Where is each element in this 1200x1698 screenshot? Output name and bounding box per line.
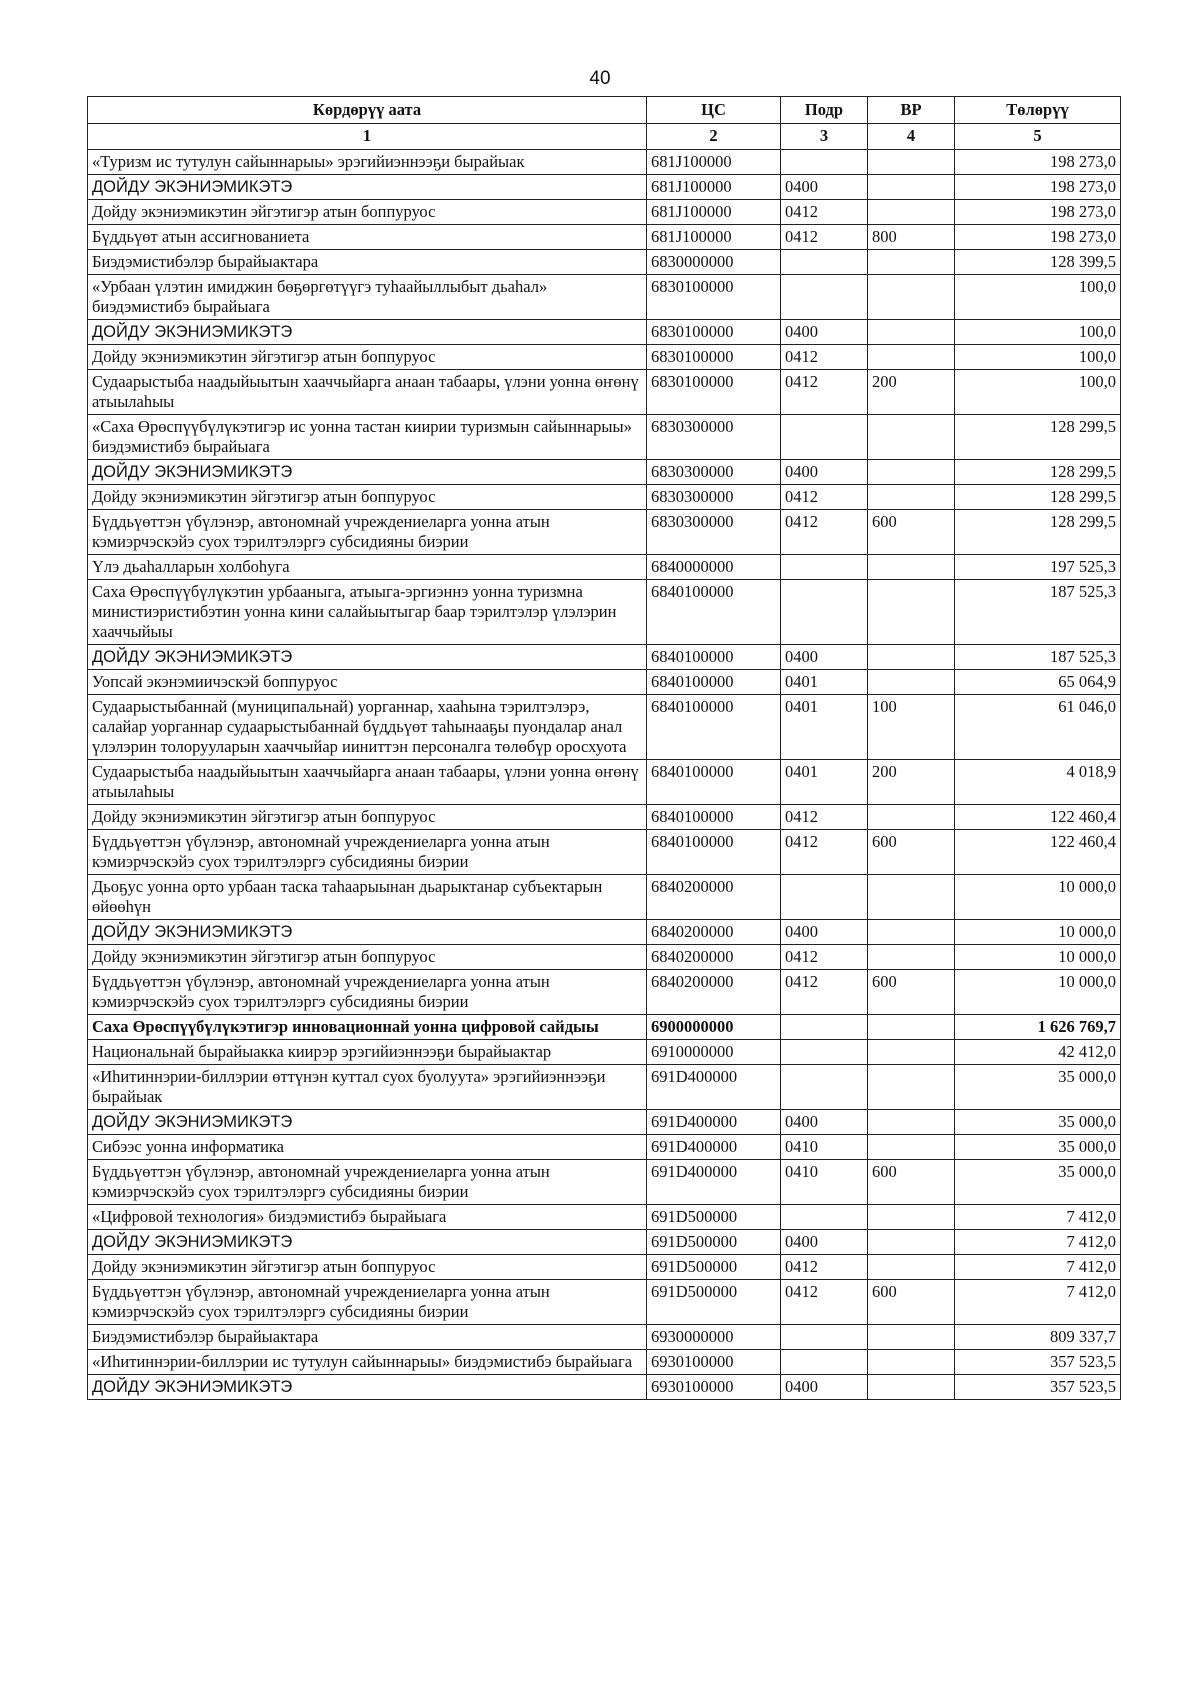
row-podr-code: 0400	[781, 1375, 868, 1400]
table-row	[88, 1350, 1121, 1375]
row-vr-code	[868, 1230, 955, 1255]
row-cs-code: 6910000000	[647, 1040, 781, 1065]
row-cs-code: 681J100000	[647, 150, 781, 175]
table-row	[88, 150, 1121, 175]
row-amount: 100,0	[955, 370, 1121, 415]
row-amount: 198 273,0	[955, 200, 1121, 225]
row-amount: 42 412,0	[955, 1040, 1121, 1065]
table-row	[88, 1230, 1121, 1255]
table-row	[88, 580, 1121, 645]
row-vr-code	[868, 1040, 955, 1065]
row-cs-code: 6840100000	[647, 805, 781, 830]
column-number-row	[88, 124, 1121, 150]
row-name: ДОЙДУ ЭКЭНИЭМИКЭТЭ	[88, 645, 647, 670]
row-amount: 198 273,0	[955, 150, 1121, 175]
row-vr-code	[868, 1135, 955, 1160]
row-vr-code	[868, 1350, 955, 1375]
row-amount: 10 000,0	[955, 920, 1121, 945]
row-name: Бүддьүөттэн үбүлэнэр, автономнай учреждениеларга уонна атын кэмиэрчэскэйэ суох тэрилтэлэргэ субсидияны биэрии	[88, 510, 647, 555]
row-name: Бүддьүөттэн үбүлэнэр, автономнай учреждениеларга уонна атын кэмиэрчэскэйэ суох тэрилтэлэргэ субсидияны биэрии	[88, 1160, 647, 1205]
table-row	[88, 1255, 1121, 1280]
row-cs-code: 691D400000	[647, 1160, 781, 1205]
row-amount: 128 399,5	[955, 250, 1121, 275]
row-amount: 128 299,5	[955, 415, 1121, 460]
row-vr-code	[868, 460, 955, 485]
row-amount: 65 064,9	[955, 670, 1121, 695]
row-podr-code	[781, 1040, 868, 1065]
row-vr-code	[868, 645, 955, 670]
row-amount: 100,0	[955, 345, 1121, 370]
row-amount: 35 000,0	[955, 1160, 1121, 1205]
row-name: ДОЙДУ ЭКЭНИЭМИКЭТЭ	[88, 460, 647, 485]
row-cs-code: 691D500000	[647, 1280, 781, 1325]
row-podr-code: 0400	[781, 460, 868, 485]
row-podr-code	[781, 555, 868, 580]
table-row	[88, 1040, 1121, 1065]
row-podr-code: 0400	[781, 175, 868, 200]
row-name: «Саха Өрөспүүбүлүкэтигэр ис уонна тастан киирии туризмын сайыннарыы» биэдэмистибэ бырайыага	[88, 415, 647, 460]
row-cs-code: 6840100000	[647, 670, 781, 695]
row-vr-code	[868, 670, 955, 695]
row-name: Бүддьүөт атын ассигнованиета	[88, 225, 647, 250]
row-name: «Иһитиннэрии-биллэрии өттүнэн куттал суох буолуута» эрэгийиэннээҕи бырайыак	[88, 1065, 647, 1110]
table-row	[88, 645, 1121, 670]
row-vr-code: 200	[868, 370, 955, 415]
row-name: Судаарыстыба наадыйыытын хааччыйарга анаан табаары, үлэни уонна өҥөнү атыылаһыы	[88, 760, 647, 805]
column-number: 5	[955, 124, 1121, 150]
row-podr-code: 0401	[781, 670, 868, 695]
row-vr-code	[868, 485, 955, 510]
table-row	[88, 175, 1121, 200]
row-cs-code: 6840200000	[647, 875, 781, 920]
row-name: Бүддьүөттэн үбүлэнэр, автономнай учреждениеларга уонна атын кэмиэрчэскэйэ суох тэрилтэлэргэ субсидияны биэрии	[88, 1280, 647, 1325]
row-podr-code: 0412	[781, 510, 868, 555]
row-cs-code: 6830100000	[647, 275, 781, 320]
table-row	[88, 200, 1121, 225]
row-cs-code: 691D400000	[647, 1135, 781, 1160]
row-vr-code	[868, 250, 955, 275]
row-podr-code: 0410	[781, 1135, 868, 1160]
row-name: Саха Өрөспүүбүлүкэтин урбааныга, атыыга-эргиэннэ уонна туризмна министиэристибэтин уонна кини салайыытыгар баар тэрилтэлэр үлэлэрин хааччыйыы	[88, 580, 647, 645]
row-vr-code	[868, 875, 955, 920]
row-name: Саха Өрөспүүбүлүкэтигэр инновационнай уонна цифровой сайдыы	[88, 1015, 647, 1040]
row-amount: 1 626 769,7	[955, 1015, 1121, 1040]
table-row	[88, 945, 1121, 970]
row-amount: 357 523,5	[955, 1375, 1121, 1400]
column-number: 2	[647, 124, 781, 150]
row-podr-code: 0412	[781, 1255, 868, 1280]
row-amount: 198 273,0	[955, 225, 1121, 250]
row-cs-code: 6830000000	[647, 250, 781, 275]
row-vr-code: 100	[868, 695, 955, 760]
table-row	[88, 970, 1121, 1015]
row-cs-code: 6830100000	[647, 320, 781, 345]
row-amount: 100,0	[955, 275, 1121, 320]
row-vr-code	[868, 1065, 955, 1110]
row-name: Судаарыстыба наадыйыытын хааччыйарга анаан табаары, үлэни уонна өҥөнү атыылаһыы	[88, 370, 647, 415]
table-row	[88, 875, 1121, 920]
table-row	[88, 830, 1121, 875]
row-cs-code: 6840200000	[647, 920, 781, 945]
column-number: 1	[88, 124, 647, 150]
table-row	[88, 805, 1121, 830]
table-row	[88, 1110, 1121, 1135]
row-cs-code: 681J100000	[647, 200, 781, 225]
row-vr-code	[868, 1015, 955, 1040]
row-vr-code: 600	[868, 510, 955, 555]
row-name: ДОЙДУ ЭКЭНИЭМИКЭТЭ	[88, 1230, 647, 1255]
table-row	[88, 1325, 1121, 1350]
row-name: «Туризм ис тутулун сайыннарыы» эрэгийиэннээҕи бырайыак	[88, 150, 647, 175]
row-podr-code: 0412	[781, 830, 868, 875]
row-amount: 187 525,3	[955, 645, 1121, 670]
row-cs-code: 6930100000	[647, 1350, 781, 1375]
row-vr-code	[868, 1205, 955, 1230]
row-cs-code: 6840100000	[647, 645, 781, 670]
row-vr-code	[868, 200, 955, 225]
row-name: Дойду экэниэмикэтин эйгэтигэр атын боппуруос	[88, 945, 647, 970]
table-row	[88, 415, 1121, 460]
row-vr-code	[868, 150, 955, 175]
row-amount: 128 299,5	[955, 460, 1121, 485]
page-number: 40	[589, 68, 611, 89]
row-name: Бүддьүөттэн үбүлэнэр, автономнай учреждениеларга уонна атын кэмиэрчэскэйэ суох тэрилтэлэргэ субсидияны биэрии	[88, 970, 647, 1015]
table-row	[88, 1280, 1121, 1325]
row-name: Үлэ дьаһалларын холбоһуга	[88, 555, 647, 580]
row-amount: 35 000,0	[955, 1110, 1121, 1135]
row-cs-code: 6840200000	[647, 970, 781, 1015]
row-name: ДОЙДУ ЭКЭНИЭМИКЭТЭ	[88, 1375, 647, 1400]
row-cs-code: 6830100000	[647, 345, 781, 370]
row-vr-code: 600	[868, 1160, 955, 1205]
row-vr-code: 600	[868, 830, 955, 875]
row-vr-code	[868, 805, 955, 830]
row-podr-code: 0400	[781, 645, 868, 670]
row-vr-code	[868, 1375, 955, 1400]
row-podr-code	[781, 1350, 868, 1375]
table-row	[88, 345, 1121, 370]
header-podr: Подр	[781, 97, 868, 124]
row-name: Дойду экэниэмикэтин эйгэтигэр атын боппуруос	[88, 805, 647, 830]
row-cs-code: 6830100000	[647, 370, 781, 415]
row-amount: 197 525,3	[955, 555, 1121, 580]
row-amount: 35 000,0	[955, 1135, 1121, 1160]
row-name: «Иһитиннэрии-биллэрии ис тутулун сайыннарыы» биэдэмистибэ бырайыага	[88, 1350, 647, 1375]
row-name: ДОЙДУ ЭКЭНИЭМИКЭТЭ	[88, 920, 647, 945]
row-vr-code	[868, 580, 955, 645]
row-podr-code: 0400	[781, 920, 868, 945]
row-cs-code: 6930000000	[647, 1325, 781, 1350]
row-podr-code: 0400	[781, 320, 868, 345]
row-podr-code: 0400	[781, 1110, 868, 1135]
row-cs-code: 6830300000	[647, 460, 781, 485]
row-amount: 7 412,0	[955, 1255, 1121, 1280]
row-vr-code	[868, 1110, 955, 1135]
row-cs-code: 6840100000	[647, 830, 781, 875]
row-cs-code: 691D400000	[647, 1065, 781, 1110]
table-header-row	[88, 97, 1121, 124]
row-name: Дойду экэниэмикэтин эйгэтигэр атын боппуруос	[88, 345, 647, 370]
row-name: «Цифровой технология» биэдэмистибэ бырайыага	[88, 1205, 647, 1230]
row-amount: 61 046,0	[955, 695, 1121, 760]
row-name: ДОЙДУ ЭКЭНИЭМИКЭТЭ	[88, 1110, 647, 1135]
row-podr-code: 0412	[781, 345, 868, 370]
row-podr-code: 0412	[781, 970, 868, 1015]
table-row	[88, 670, 1121, 695]
row-podr-code	[781, 250, 868, 275]
row-name: ДОЙДУ ЭКЭНИЭМИКЭТЭ	[88, 320, 647, 345]
table-row	[88, 510, 1121, 555]
row-amount: 100,0	[955, 320, 1121, 345]
row-name: Дойду экэниэмикэтин эйгэтигэр атын боппуруос	[88, 485, 647, 510]
row-vr-code: 800	[868, 225, 955, 250]
budget-table	[87, 96, 1121, 1400]
row-amount: 7 412,0	[955, 1205, 1121, 1230]
table-row	[88, 225, 1121, 250]
row-cs-code: 691D400000	[647, 1110, 781, 1135]
row-podr-code: 0410	[781, 1160, 868, 1205]
row-podr-code: 0412	[781, 485, 868, 510]
table-row	[88, 250, 1121, 275]
row-amount: 10 000,0	[955, 970, 1121, 1015]
row-amount: 122 460,4	[955, 830, 1121, 875]
row-amount: 809 337,7	[955, 1325, 1121, 1350]
row-podr-code	[781, 415, 868, 460]
row-cs-code: 681J100000	[647, 175, 781, 200]
row-name: Дьоҕус уонна орто урбаан таска таһаарыынан дьарыктанар субъектарын өйөөһүн	[88, 875, 647, 920]
table-row	[88, 1065, 1121, 1110]
row-cs-code: 691D500000	[647, 1255, 781, 1280]
table-row	[88, 1135, 1121, 1160]
row-podr-code	[781, 875, 868, 920]
row-vr-code	[868, 555, 955, 580]
row-amount: 4 018,9	[955, 760, 1121, 805]
row-podr-code: 0412	[781, 225, 868, 250]
row-cs-code: 6830300000	[647, 415, 781, 460]
table-body	[88, 150, 1121, 1400]
row-cs-code: 6840200000	[647, 945, 781, 970]
row-amount: 187 525,3	[955, 580, 1121, 645]
table-row	[88, 1015, 1121, 1040]
row-vr-code	[868, 920, 955, 945]
row-podr-code	[781, 275, 868, 320]
row-podr-code: 0412	[781, 370, 868, 415]
table-row	[88, 275, 1121, 320]
row-cs-code: 6840000000	[647, 555, 781, 580]
column-number: 3	[781, 124, 868, 150]
row-name: Бүддьүөттэн үбүлэнэр, автономнай учреждениеларга уонна атын кэмиэрчэскэйэ суох тэрилтэлэргэ субсидияны биэрии	[88, 830, 647, 875]
row-cs-code: 6840100000	[647, 695, 781, 760]
row-vr-code	[868, 320, 955, 345]
row-name: ДОЙДУ ЭКЭНИЭМИКЭТЭ	[88, 175, 647, 200]
header-name: Көрдөрүү аата	[88, 97, 647, 124]
column-number: 4	[868, 124, 955, 150]
row-cs-code: 6930100000	[647, 1375, 781, 1400]
row-amount: 10 000,0	[955, 945, 1121, 970]
row-podr-code: 0412	[781, 1280, 868, 1325]
row-cs-code: 681J100000	[647, 225, 781, 250]
row-amount: 35 000,0	[955, 1065, 1121, 1110]
row-amount: 7 412,0	[955, 1280, 1121, 1325]
header-cs: ЦС	[647, 97, 781, 124]
table-row	[88, 1375, 1121, 1400]
row-vr-code	[868, 945, 955, 970]
row-amount: 198 273,0	[955, 175, 1121, 200]
row-cs-code: 691D500000	[647, 1205, 781, 1230]
table-row	[88, 485, 1121, 510]
row-podr-code: 0400	[781, 1230, 868, 1255]
row-vr-code	[868, 275, 955, 320]
row-cs-code: 6840100000	[647, 580, 781, 645]
row-vr-code	[868, 175, 955, 200]
row-cs-code: 6900000000	[647, 1015, 781, 1040]
table-row	[88, 1160, 1121, 1205]
row-podr-code	[781, 150, 868, 175]
row-podr-code: 0412	[781, 200, 868, 225]
row-amount: 357 523,5	[955, 1350, 1121, 1375]
row-amount: 128 299,5	[955, 510, 1121, 555]
row-name: Дойду экэниэмикэтин эйгэтигэр атын боппуруос	[88, 1255, 647, 1280]
header-amount: Төлөрүү	[955, 97, 1121, 124]
row-cs-code: 6830300000	[647, 485, 781, 510]
row-vr-code	[868, 415, 955, 460]
row-name: Судаарыстыбаннай (муниципальнай) уорганнар, хааһына тэрилтэлэрэ, салайар уорганнар судаарыстыбаннай бүддьүөт таһынааҕы пуондалар анал үлэлэрин толорууларын хааччыйар ииниттэн персоналга төлөбүр оросхуота	[88, 695, 647, 760]
table-row	[88, 370, 1121, 415]
row-vr-code	[868, 345, 955, 370]
row-podr-code	[781, 1065, 868, 1110]
row-cs-code: 691D500000	[647, 1230, 781, 1255]
row-podr-code: 0401	[781, 760, 868, 805]
row-name: Биэдэмистибэлэр бырайыактара	[88, 250, 647, 275]
row-vr-code: 600	[868, 970, 955, 1015]
row-name: «Урбаан үлэтин имиджин бөҕөргөтүүгэ туһаайыллыбыт дьаһал» биэдэмистибэ бырайыага	[88, 275, 647, 320]
header-vr: ВР	[868, 97, 955, 124]
row-vr-code: 600	[868, 1280, 955, 1325]
row-vr-code	[868, 1255, 955, 1280]
row-podr-code: 0412	[781, 805, 868, 830]
row-amount: 7 412,0	[955, 1230, 1121, 1255]
table-row	[88, 760, 1121, 805]
row-amount: 10 000,0	[955, 875, 1121, 920]
row-vr-code	[868, 1325, 955, 1350]
row-name: Сибээс уонна информатика	[88, 1135, 647, 1160]
table-row	[88, 920, 1121, 945]
row-podr-code: 0412	[781, 945, 868, 970]
table-row	[88, 695, 1121, 760]
row-podr-code: 0401	[781, 695, 868, 760]
table-row	[88, 555, 1121, 580]
row-cs-code: 6840100000	[647, 760, 781, 805]
table-row	[88, 460, 1121, 485]
row-amount: 128 299,5	[955, 485, 1121, 510]
row-amount: 122 460,4	[955, 805, 1121, 830]
row-podr-code	[781, 1205, 868, 1230]
row-cs-code: 6830300000	[647, 510, 781, 555]
row-podr-code	[781, 1325, 868, 1350]
row-podr-code	[781, 1015, 868, 1040]
row-podr-code	[781, 580, 868, 645]
row-vr-code: 200	[868, 760, 955, 805]
table-row	[88, 320, 1121, 345]
row-name: Биэдэмистибэлэр бырайыактара	[88, 1325, 647, 1350]
row-name: Национальнай бырайыакка киирэр эрэгийиэннээҕи бырайыактар	[88, 1040, 647, 1065]
table-row	[88, 1205, 1121, 1230]
row-name: Уопсай экэнэмиичэскэй боппуруос	[88, 670, 647, 695]
row-name: Дойду экэниэмикэтин эйгэтигэр атын боппуруос	[88, 200, 647, 225]
